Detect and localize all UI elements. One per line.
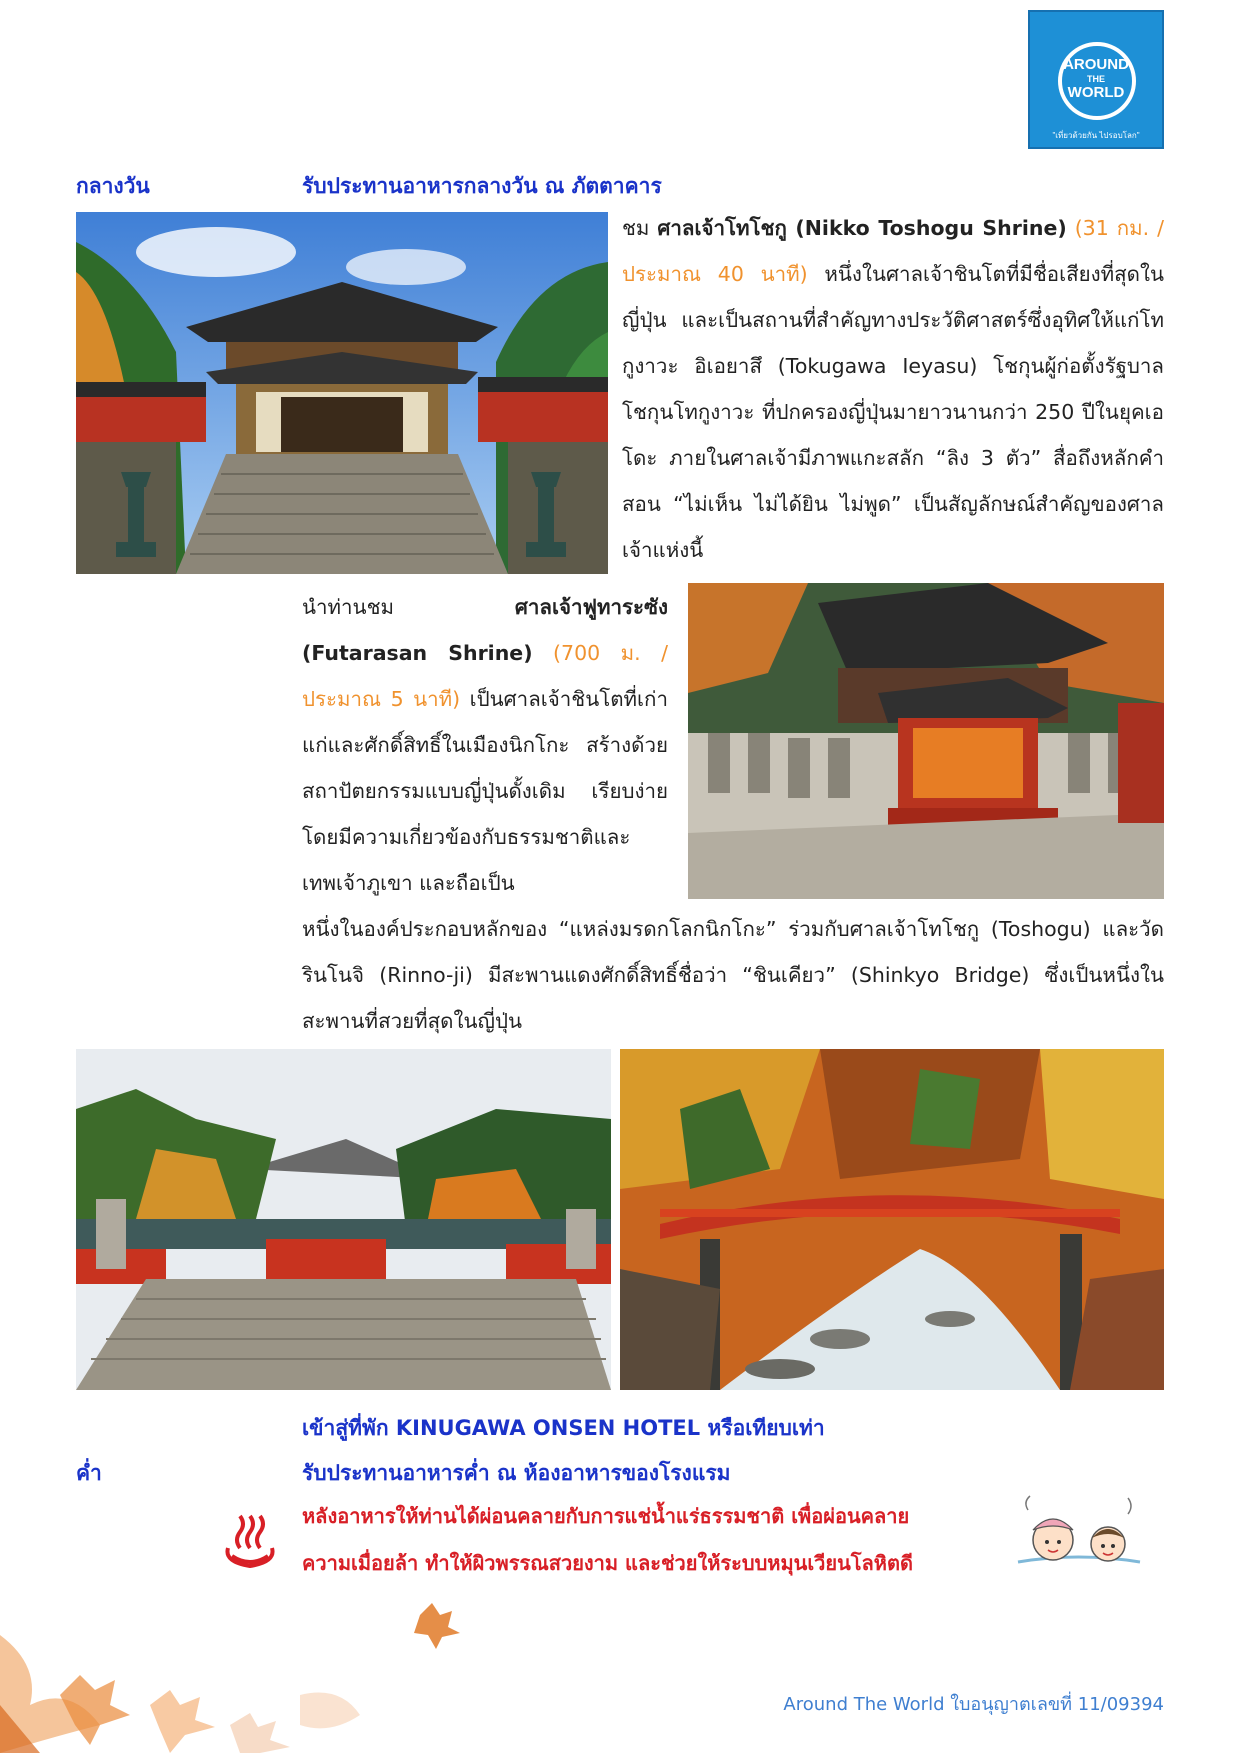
toshogu-shrine-photo bbox=[76, 212, 608, 574]
toshogu-description: หนึ่งในศาลเจ้าชินโตที่มีชื่อเสียงที่สุดในญี่ปุ่น และเป็นสถานที่สำคัญทางประวัติศาสตร์ซึ่งอุทิศให้แก่โทกูงาวะ อิเอยาสึ (Tokugawa Ieyasu) โชกุนผู้ก่อตั้งรัฐบาลโชกุนโทกูงาวะ ที่ปกครองญี่ปุ่นมายาวนานกว่า 250 ปีในยุคเอโดะ ภายในศาลเจ้ามีภาพแกะสลัก “ลิง 3 ตัว” สื่อถึงหลักคำสอน “ไม่เห็น ไม่ได้ยิน ไม่พูด” เป็นสัญลักษณ์สำคัญของศาลเจ้าแห่งนี้ bbox=[622, 262, 1164, 562]
dinner-text: รับประทานอาหารค่ำ ณ ห้องอาหารของโรงแรม bbox=[302, 1461, 731, 1485]
futarasan-paragraph-b: หนึ่งในองค์ประกอบหลักของ “แหล่งมรดกโลกนิกโกะ” ร่วมกับศาลเจ้าโทโชกู (Toshogu) และวัดรินโนจิ (Rinno-ji) มีสะพานแดงศักดิ์สิทธิ์ชื่อว่า “ชินเคียว” (Shinkyo Bridge) ซึ่งเป็นหนึ่งในสะพานที่สวยที่สุดในญี่ปุ่น bbox=[302, 917, 1164, 1033]
company-logo bbox=[1028, 10, 1164, 149]
logo-line1: AROUND bbox=[1063, 56, 1129, 73]
toshogu-paragraph bbox=[622, 205, 1164, 573]
shinkyo-bridge-photo bbox=[620, 1049, 1164, 1390]
futarasan-distance: (700 ม. / ประมาณ 5 นาที) bbox=[302, 641, 668, 711]
futarasan-prefix: นำท่านชม bbox=[302, 595, 515, 619]
futarasan-description-a: เป็นศาลเจ้าชินโตที่เก่าแก่และศักดิ์สิทธิ์ในเมืองนิกโกะ สร้างด้วยสถาปัตยกรรมแบบญี่ปุ่นดั้งเดิม เรียบง่าย โดยมีความเกี่ยวข้องกับธรรมชาติและเทพเจ้าภูเขา และถือเป็น bbox=[302, 687, 668, 895]
footer-license: Around The World ใบอนุญาตเลขที่ 11/09394 bbox=[783, 1694, 1164, 1715]
dinner-time-label: ค่ำ bbox=[76, 1461, 102, 1485]
lunch-time-label: กลางวัน bbox=[76, 174, 150, 198]
toshogu-name: ศาลเจ้าโทโชกู (Nikko Toshogu Shrine) bbox=[657, 216, 1067, 240]
onsen-hot-spring-icon bbox=[220, 1512, 280, 1572]
logo-line3: WORLD bbox=[1067, 84, 1125, 101]
onsen-text-line1: หลังอาหารให้ท่านได้ผ่อนคลายกับการแช่น้ำแร่ธรรมชาติ เพื่อผ่อนคลาย bbox=[302, 1504, 910, 1528]
autumn-leaves-decoration bbox=[0, 1585, 480, 1753]
futarasan-gate-photo bbox=[76, 1049, 611, 1390]
logo-line2: THE bbox=[1087, 74, 1105, 84]
futarasan-shrine-photo bbox=[688, 583, 1164, 899]
futarasan-paragraph-a bbox=[302, 584, 668, 906]
onsen-bathers-icon bbox=[1008, 1492, 1150, 1582]
lunch-text: รับประทานอาหารกลางวัน ณ ภัตตาคาร bbox=[302, 174, 662, 198]
toshogu-distance: (31 กม. / ประมาณ 40 นาที) bbox=[622, 216, 1164, 286]
futarasan-name: ศาลเจ้าฟูทาระซัง (Futarasan Shrine) bbox=[302, 595, 668, 665]
logo-tagline: "เที่ยวด้วยกัน ไปรอบโลก" bbox=[1052, 131, 1140, 140]
onsen-text-line2: ความเมื่อยล้า ทำให้ผิวพรรณสวยงาม และช่วยให้ระบบหมุนเวียนโลหิตดี bbox=[302, 1551, 913, 1575]
hotel-checkin: เข้าสู่ที่พัก KINUGAWA ONSEN HOTEL หรือเทียบเท่า bbox=[302, 1416, 825, 1440]
toshogu-prefix: ชม bbox=[622, 216, 658, 240]
